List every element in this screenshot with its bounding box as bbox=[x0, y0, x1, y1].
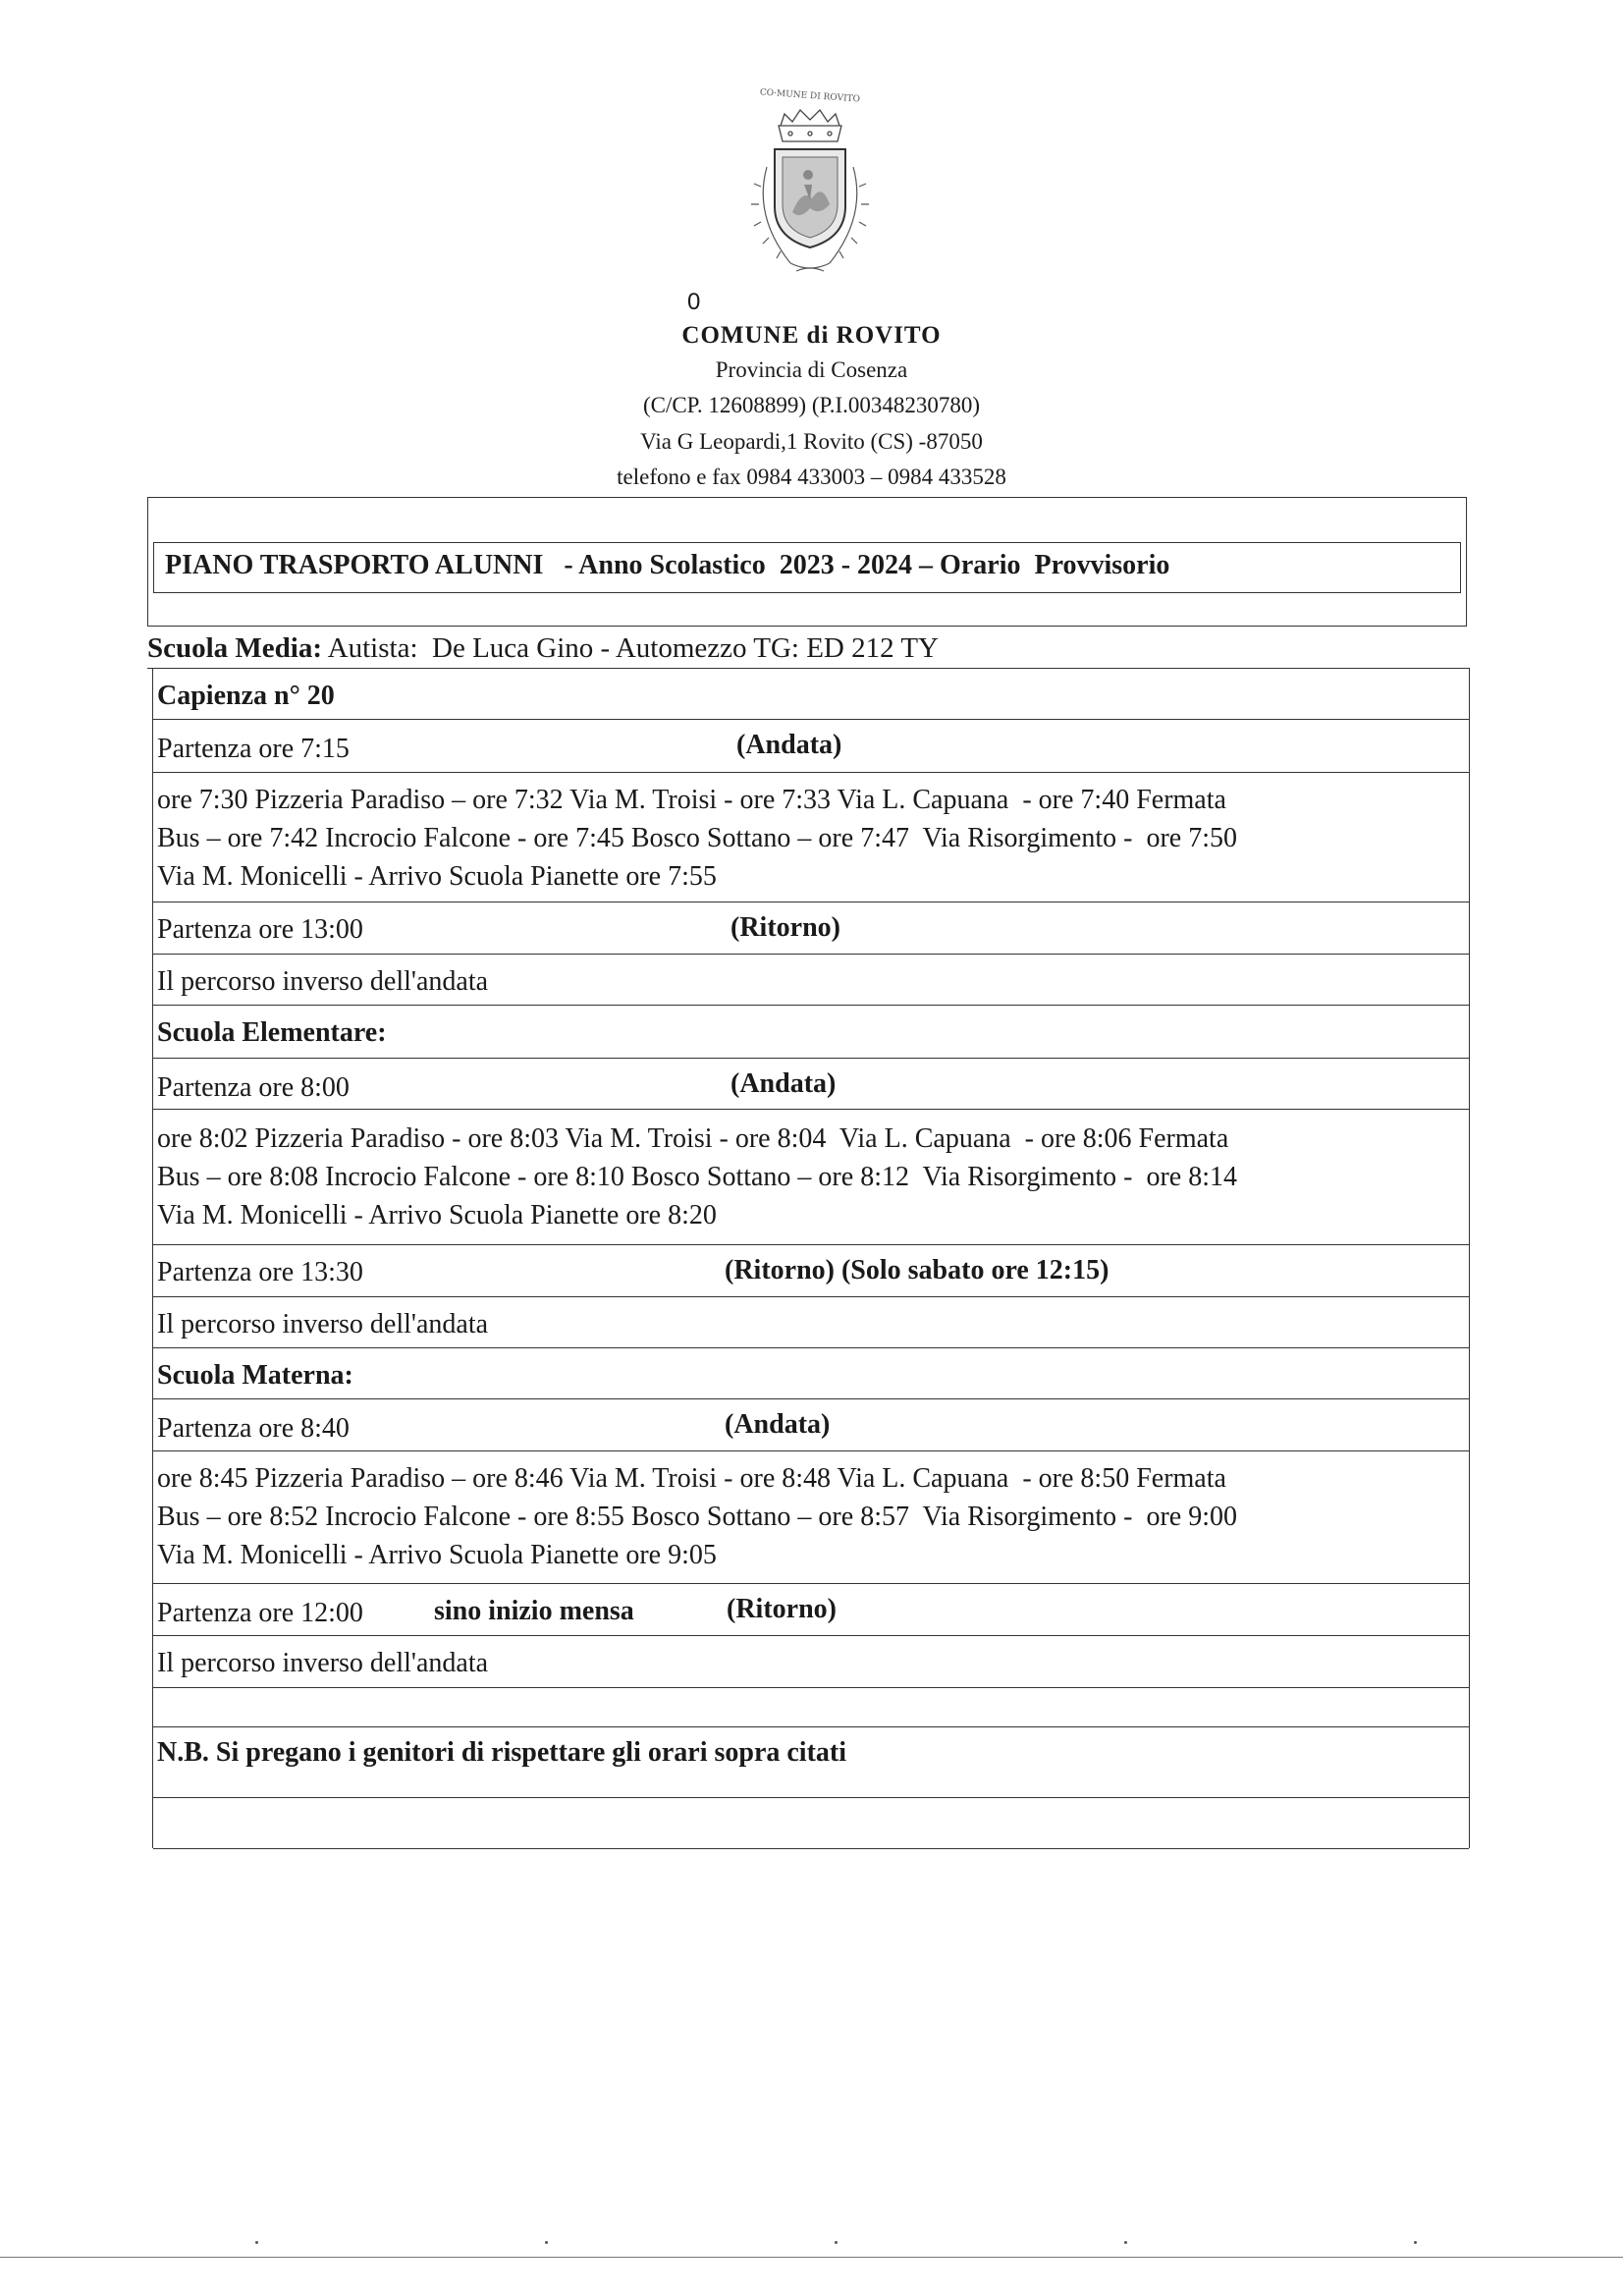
materna-sino: sino inizio mensa bbox=[434, 1596, 634, 1626]
scan-dot bbox=[835, 2241, 838, 2244]
scan-dot bbox=[1124, 2241, 1127, 2244]
elementare-return-departure: Partenza ore 13:30 bbox=[157, 1257, 363, 1287]
media-return-route: Il percorso inverso dell'andata bbox=[157, 966, 489, 997]
scan-dot bbox=[1414, 2241, 1417, 2244]
table-row bbox=[153, 1005, 1469, 1059]
province-name: Provincia di Cosenza bbox=[715, 357, 908, 382]
materna-route bbox=[157, 1459, 1449, 1574]
fiscal-codes: (C/CP. 12608899) (P.I.00348230780) bbox=[642, 393, 981, 417]
elementare-label: Scuola Elementare: bbox=[157, 1017, 387, 1048]
table-bottom-border bbox=[153, 1848, 1469, 1849]
table-row bbox=[153, 954, 1469, 1006]
media-return-departure: Partenza ore 13:00 bbox=[157, 914, 363, 945]
scan-footer-line bbox=[0, 2257, 1623, 2258]
table-row bbox=[153, 1583, 1469, 1636]
table-row bbox=[153, 1726, 1469, 1778]
table-row bbox=[153, 668, 1469, 720]
materna-route-line: Via M. Monicelli - Arrivo Scuola Pianette ore 9:05 bbox=[157, 1540, 717, 1570]
media-route bbox=[157, 781, 1449, 896]
materna-departure: Partenza ore 8:40 bbox=[157, 1413, 350, 1444]
scan-dot bbox=[545, 2241, 548, 2244]
coat-of-arms-icon bbox=[731, 79, 889, 295]
capacity: Capienza n° 20 bbox=[157, 681, 335, 711]
table-row bbox=[153, 1296, 1469, 1348]
table-row bbox=[153, 1109, 1469, 1245]
scuola-media-label: Scuola Media: bbox=[147, 632, 323, 664]
elementare-ritorno: (Ritorno) (Solo sabato ore 12:15) bbox=[725, 1255, 1109, 1285]
table-row bbox=[153, 1244, 1469, 1297]
materna-route-line: Bus – ore 8:52 Incrocio Falcone - ore 8:55 Bosco Sottano – ore 8:57 Via Risorgimento - ore 9:00 bbox=[157, 1502, 1237, 1532]
table-row bbox=[153, 772, 1469, 902]
table-row bbox=[153, 1635, 1469, 1688]
table-row bbox=[153, 1398, 1469, 1451]
driver-vehicle-text: Autista: De Luca Gino - Automezzo TG: ED 212 TY bbox=[322, 632, 939, 664]
elementare-departure: Partenza ore 8:00 bbox=[157, 1072, 350, 1103]
elementare-return-route: Il percorso inverso dell'andata bbox=[157, 1309, 489, 1339]
address: Via G Leopardi,1 Rovito (CS) -87050 bbox=[640, 429, 983, 454]
driver-vehicle-line bbox=[147, 632, 939, 665]
table-row bbox=[153, 1058, 1469, 1110]
media-ritorno: (Ritorno) bbox=[730, 912, 840, 943]
timetable bbox=[152, 668, 1470, 1848]
coat-of-arms-logo bbox=[731, 79, 889, 295]
materna-ritorno: (Ritorno) bbox=[727, 1594, 837, 1624]
table-row bbox=[153, 902, 1469, 955]
table-row bbox=[153, 1687, 1469, 1727]
materna-return-route: Il percorso inverso dell'andata bbox=[157, 1648, 489, 1678]
materna-andata: (Andata) bbox=[725, 1409, 831, 1440]
municipality-title: COMUNE di ROVITO bbox=[681, 322, 942, 349]
scan-dot bbox=[255, 2241, 258, 2244]
media-route-line: Bus – ore 7:42 Incrocio Falcone - ore 7:45 Bosco Sottano – ore 7:47 Via Risorgimento - ore 7:50 bbox=[157, 823, 1237, 853]
elementare-andata: (Andata) bbox=[730, 1068, 837, 1099]
table-row bbox=[153, 1797, 1469, 1849]
materna-label: Scuola Materna: bbox=[157, 1360, 353, 1391]
elementare-route-line: Bus – ore 8:08 Incrocio Falcone - ore 8:10 Bosco Sottano – ore 8:12 Via Risorgimento - ore 8:14 bbox=[157, 1162, 1237, 1192]
stray-zero-mark: 0 bbox=[687, 289, 701, 315]
table-row bbox=[153, 719, 1469, 773]
phone-fax: telefono e fax 0984 433003 – 0984 433528 bbox=[617, 465, 1006, 489]
elementare-route-line: Via M. Monicelli - Arrivo Scuola Pianette ore 8:20 bbox=[157, 1200, 717, 1230]
table-row bbox=[153, 1347, 1469, 1399]
svg-text:CO·MUNE DI ROVITO: CO·MUNE DI ROVITO bbox=[759, 87, 861, 105]
materna-route-line: ore 8:45 Pizzeria Paradiso – ore 8:46 Via M. Troisi - ore 8:48 Via L. Capuana - ore 8:50 Fermata bbox=[157, 1463, 1226, 1494]
media-route-line: ore 7:30 Pizzeria Paradiso – ore 7:32 Via M. Troisi - ore 7:33 Via L. Capuana - ore 7:40 Fermata bbox=[157, 785, 1226, 815]
media-route-line: Via M. Monicelli - Arrivo Scuola Pianette ore 7:55 bbox=[157, 861, 717, 892]
elementare-route-line: ore 8:02 Pizzeria Paradiso - ore 8:03 Via M. Troisi - ore 8:04 Via L. Capuana - ore 8:06 Fermata bbox=[157, 1123, 1229, 1154]
table-row bbox=[153, 1450, 1469, 1584]
media-andata: (Andata) bbox=[736, 730, 842, 760]
elementare-route bbox=[157, 1120, 1449, 1234]
materna-return-departure: Partenza ore 12:00 bbox=[157, 1598, 363, 1628]
parents-note: N.B. Si pregano i genitori di rispettare gli orari sopra citati bbox=[157, 1737, 847, 1768]
document-title: PIANO TRASPORTO ALUNNI - Anno Scolastico 2023 - 2024 – Orario Provvisorio bbox=[165, 550, 1170, 580]
media-departure: Partenza ore 7:15 bbox=[157, 734, 350, 764]
